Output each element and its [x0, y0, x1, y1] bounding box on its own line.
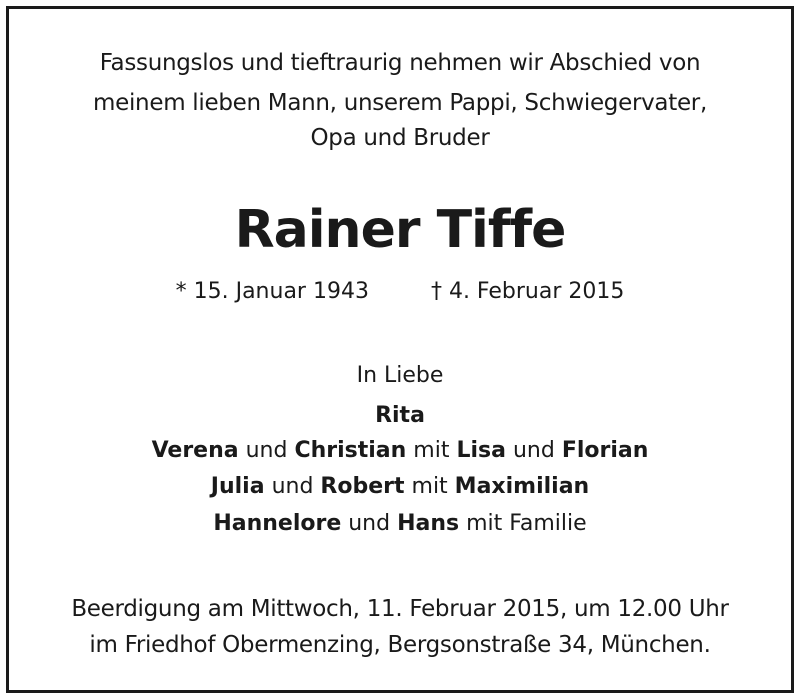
intro-line: Fassungslos und tieftraurig nehmen wir Abschied von	[99, 50, 701, 76]
obituary-notice	[6, 6, 794, 693]
family-line	[9, 436, 791, 466]
mourner-name: Verena	[151, 438, 239, 463]
connector-text: und	[505, 438, 562, 463]
intro-line: Opa und Bruder	[310, 125, 490, 151]
funeral-info-line: im Friedhof Obermenzing, Bergsonstraße 34, München.	[89, 632, 711, 658]
family-line	[9, 401, 791, 431]
mourner-name: Rita	[375, 403, 425, 428]
life-dates	[9, 277, 791, 307]
connector-text: mit	[406, 438, 457, 463]
mourner-name: Florian	[561, 438, 649, 463]
in-liebe-label: In Liebe	[356, 363, 444, 388]
intro-line: meinem lieben Mann, unserem Pappi, Schwiegervater,	[93, 90, 707, 116]
connector-text: mit Familie	[459, 511, 587, 536]
mourner-name: Robert	[320, 474, 405, 499]
birth-date: * 15. Januar 1943	[175, 279, 369, 304]
mourner-name: Julia	[210, 474, 265, 499]
mourner-name: Lisa	[456, 438, 506, 463]
connector-text: und	[341, 511, 398, 536]
connector-text: mit	[404, 474, 455, 499]
mourner-name: Hannelore	[213, 511, 342, 536]
connector-text: und	[264, 474, 321, 499]
mourner-name: Hans	[397, 511, 460, 536]
connector-text: und	[238, 438, 295, 463]
mourner-name: Maximilian	[454, 474, 590, 499]
death-date: † 4. Februar 2015	[430, 279, 625, 304]
deceased-name: Rainer Tiffe	[234, 200, 566, 260]
family-line	[9, 509, 791, 539]
mourner-name: Christian	[294, 438, 407, 463]
funeral-info-line: Beerdigung am Mittwoch, 11. Februar 2015, um 12.00 Uhr	[71, 596, 729, 622]
family-line	[9, 472, 791, 502]
